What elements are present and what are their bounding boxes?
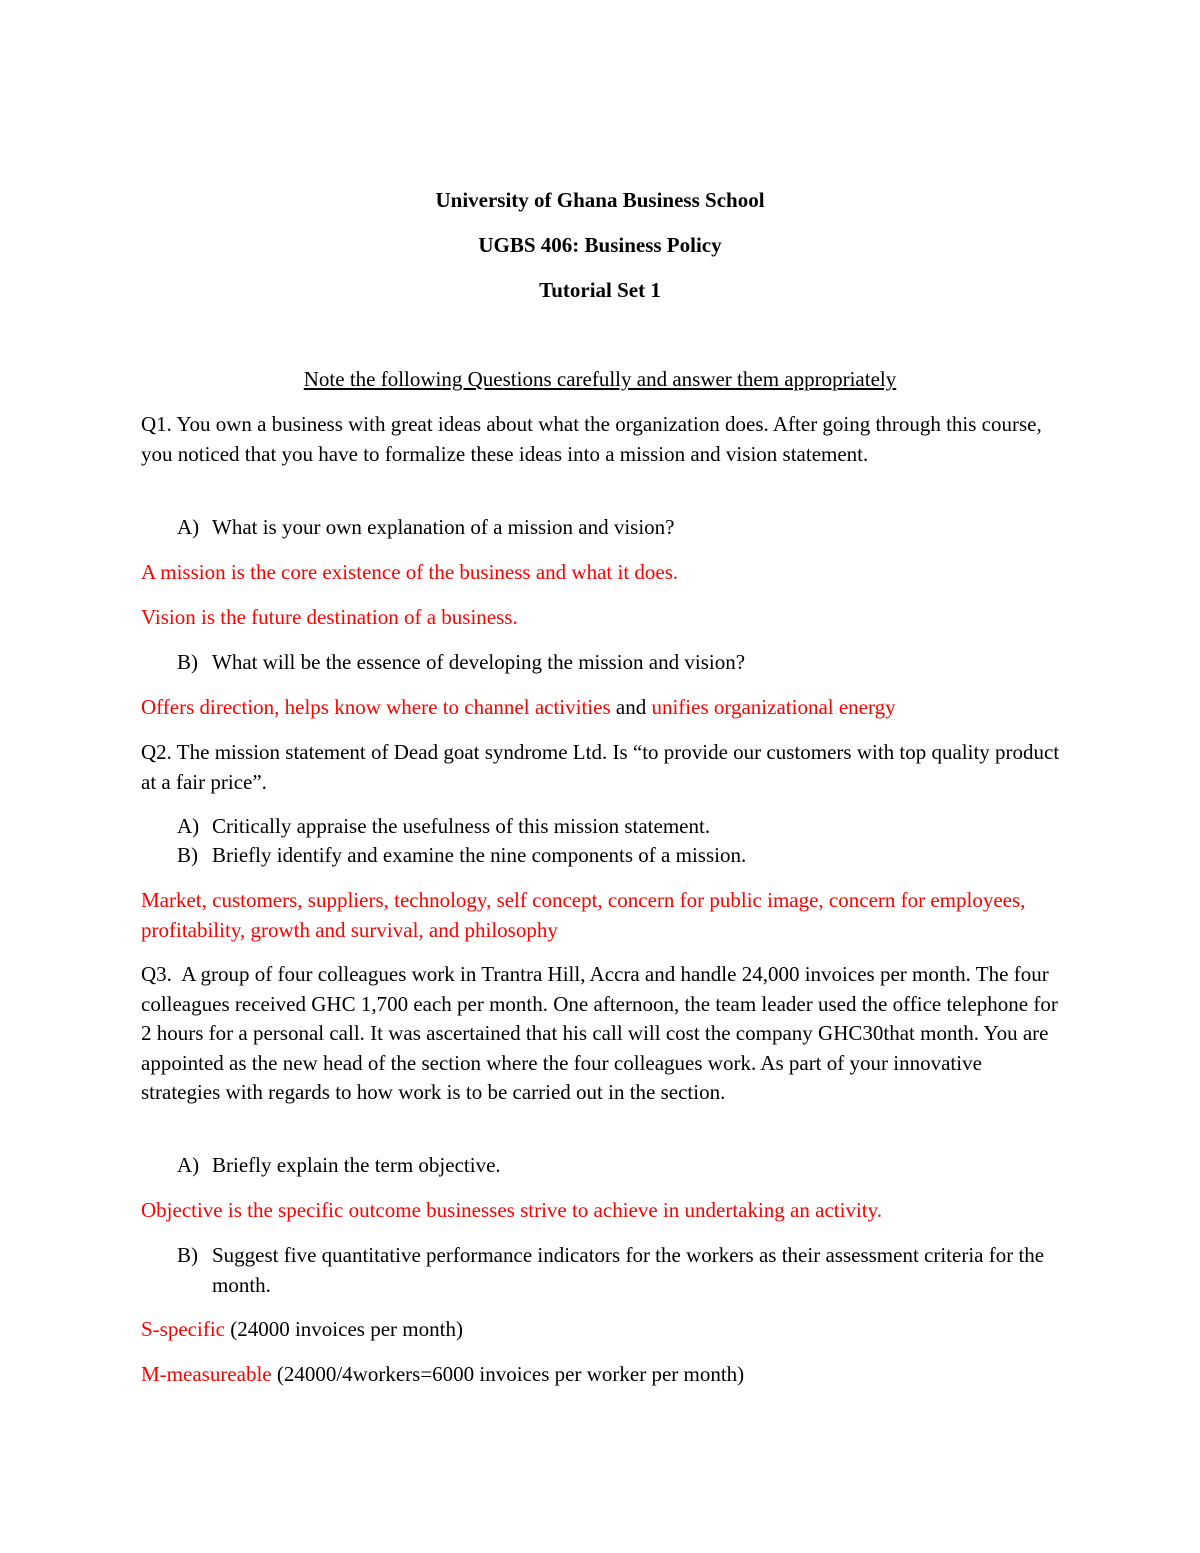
course-title: UGBS 406: Business Policy	[478, 233, 722, 257]
list-marker: B)	[177, 650, 198, 674]
answer-mission-components: Market, customers, suppliers, technology, self concept, concern for public image, concern for employees, profitability, growth and survival, and philosophy	[141, 888, 1026, 942]
question-1-part-b-text: What will be the essence of developing the mission and vision?	[212, 650, 746, 674]
instruction-text: Note the following Questions carefully and answer them appropriately	[303, 367, 897, 391]
answer-vision: Vision is the future destination of a business.	[141, 605, 518, 629]
list-marker: B)	[177, 1243, 198, 1267]
list-marker: A)	[177, 1153, 200, 1177]
instruction-line	[0, 365, 1200, 395]
answer-measureable	[141, 1360, 1061, 1390]
institution-title: University of Ghana Business School	[435, 188, 765, 212]
question-2	[141, 738, 1061, 797]
question-3	[141, 960, 1061, 1108]
answer-specific	[141, 1315, 1061, 1345]
question-2-label: Q2.	[141, 740, 172, 764]
answer-essence-part-2: unifies organizational energy	[651, 695, 896, 719]
question-2-text: The mission statement of Dead goat syndrome Ltd. Is “to provide our customers with top quality product at a fair price”.	[141, 740, 1060, 794]
question-1	[141, 410, 1061, 469]
question-3-part-a-text: Briefly explain the term objective.	[212, 1153, 501, 1177]
question-1-label: Q1.	[141, 412, 172, 436]
answer-essence	[141, 693, 1061, 723]
question-3-part-a	[177, 1151, 1057, 1181]
list-marker: A)	[177, 515, 200, 539]
answer-essence-joiner: and	[610, 695, 652, 719]
question-1-part-a	[177, 513, 1057, 543]
answer-specific-label: S-specific	[141, 1317, 225, 1341]
answer-essence-part-1: Offers direction, helps know where to channel activities	[141, 695, 611, 719]
question-1-part-b	[177, 648, 1057, 678]
question-2-part-b	[177, 841, 1057, 871]
list-marker: B)	[177, 843, 198, 867]
answer-objective: Objective is the specific outcome businesses strive to achieve in undertaking an activity.	[141, 1198, 882, 1222]
question-2-part-a-text: Critically appraise the usefulness of this mission statement.	[212, 814, 711, 838]
answer-measureable-text: (24000/4workers=6000 invoices per worker per month)	[271, 1362, 745, 1386]
question-3-label: Q3.	[141, 962, 172, 986]
question-2-part-b-text: Briefly identify and examine the nine components of a mission.	[212, 843, 747, 867]
question-1-text: You own a business with great ideas about what the organization does. After going through this course, you noticed that you have to formalize these ideas into a mission and vision statement.	[141, 412, 1042, 466]
answer-measureable-label: M-measureable	[141, 1362, 272, 1386]
question-3-part-b-text: Suggest five quantitative performance indicators for the workers as their assessment criteria for the month.	[212, 1243, 1045, 1297]
list-marker: A)	[177, 814, 200, 838]
question-3-text: A group of four colleagues work in Trantra Hill, Accra and handle 24,000 invoices per month. The four colleagues received GHC 1,700 each per month. One afternoon, the team leader used the office telephone for 2 hours for a personal call. It was ascertained that his call will cost the company GHC30that month. You are appointed as the new head of the section where the four colleagues work. As part of your innovative strategies with regards to how work is to be carried out in the section.	[141, 962, 1058, 1104]
question-1-part-a-text: What is your own explanation of a mission and vision?	[212, 515, 675, 539]
question-2-part-a	[177, 812, 1057, 842]
question-3-part-b	[177, 1241, 1057, 1300]
answer-specific-text: (24000 invoices per month)	[224, 1317, 463, 1341]
tutorial-set-title: Tutorial Set 1	[539, 278, 661, 302]
answer-mission: A mission is the core existence of the business and what it does.	[141, 560, 679, 584]
